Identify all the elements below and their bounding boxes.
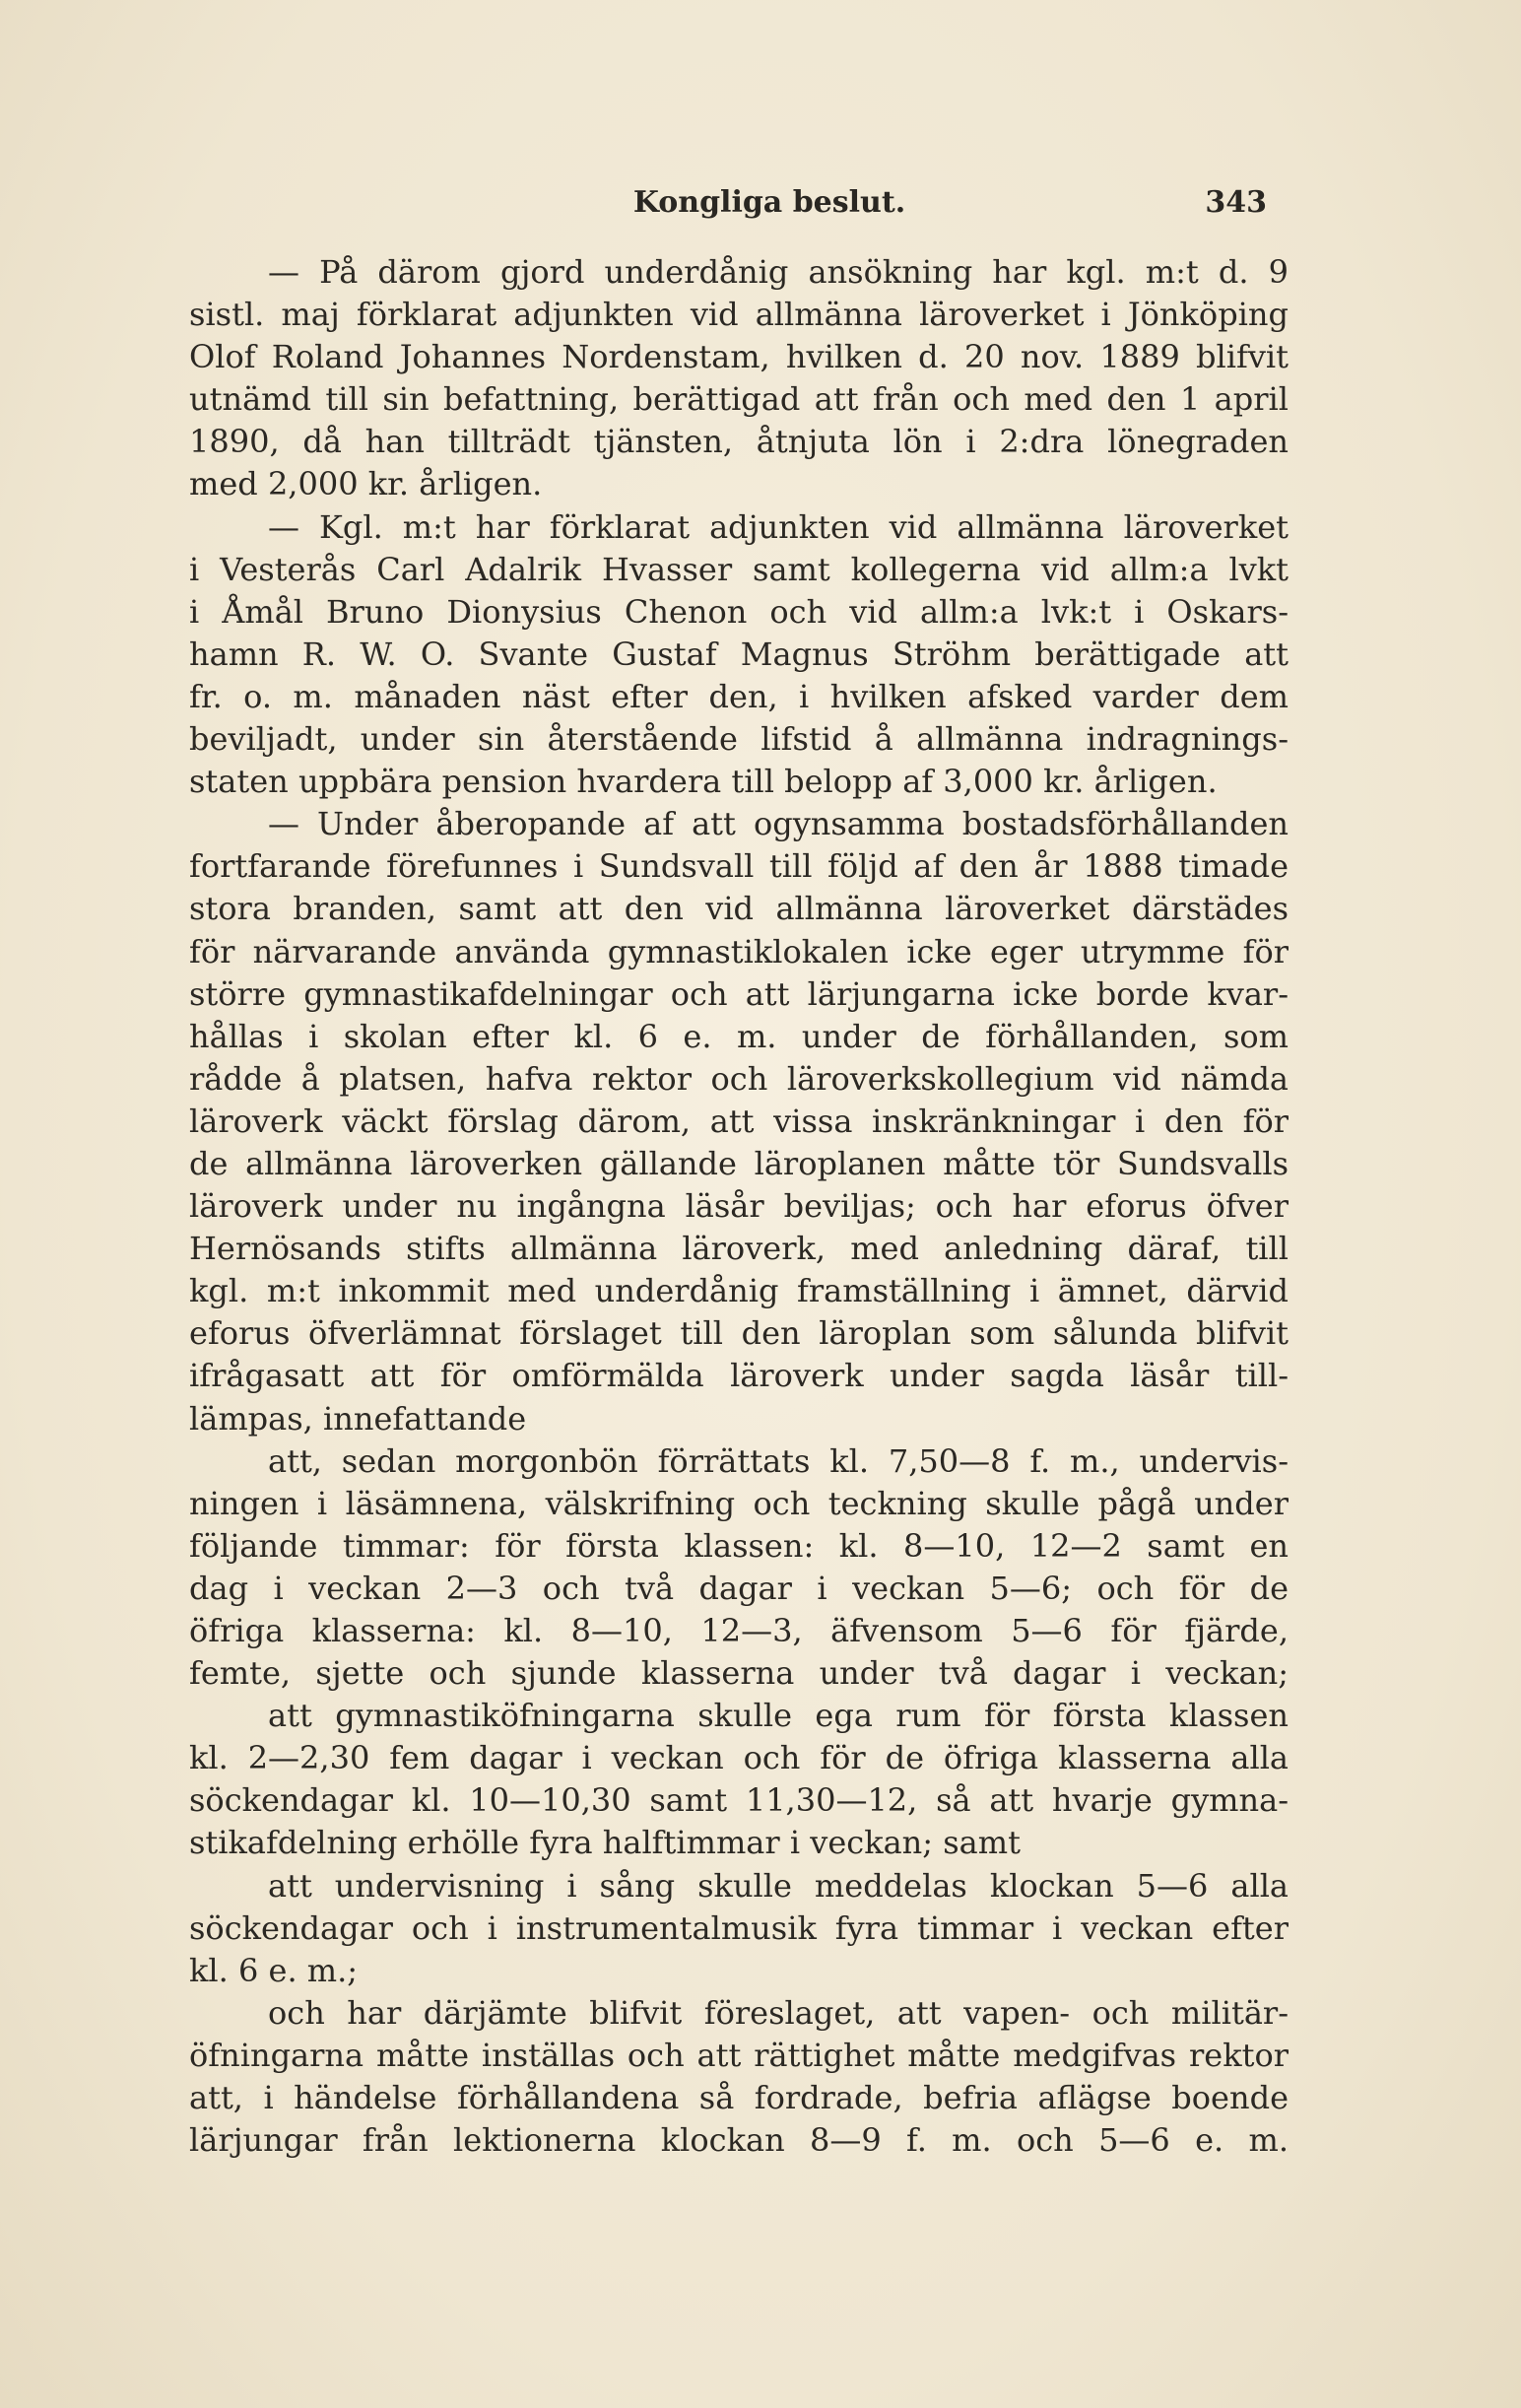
text-line: eforus öfverlämnat förslaget till den läroplan som sålunda blifvit — [189, 1314, 1289, 1353]
text-line: med 2,000 kr. årligen. — [189, 465, 543, 503]
text-line: dag i veckan 2—3 och två dagar i veckan 5—6; och för de — [189, 1569, 1289, 1607]
text-line: söckendagar och i instrumentalmusik fyra timmar i veckan efter — [189, 1908, 1289, 1947]
text-line: — Under åberopande af att ogynsamma bostadsförhållanden — [268, 805, 1289, 843]
text-line: femte, sjette och sjunde klasserna under två dagar i veckan; — [189, 1654, 1289, 1693]
text-line: fr. o. m. månaden näst efter den, i hvilken afsked varder dem — [189, 677, 1289, 715]
text-line: de allmänna läroverken gällande läroplanen måtte tör Sundsvalls — [189, 1144, 1289, 1182]
text-line: ningen i läsämnena, välskrifning och teckning skulle pågå under — [189, 1484, 1289, 1522]
page-header — [272, 185, 1267, 234]
text-line: att, sedan morgonbön förrättats kl. 7,50—8 f. m., undervis- — [268, 1441, 1289, 1480]
text-line: att gymnastiköfningarna skulle ega rum för första klassen — [268, 1697, 1289, 1735]
text-line: stora branden, samt att den vid allmänna läroverket därstädes — [189, 890, 1289, 928]
text-line: kl. 2—2,30 fem dagar i veckan och för de öfriga klasserna alla — [189, 1739, 1289, 1777]
text-line: — På därom gjord underdånig ansökning har kgl. m:t d. 9 — [268, 253, 1289, 291]
text-line: kgl. m:t inkommit med underdånig framställning i ämnet, därvid — [189, 1272, 1289, 1310]
paragraph-lesson-hours — [189, 1440, 1289, 1696]
text-line: hållas i skolan efter kl. 6 e. m. under de förhållanden, som — [189, 1017, 1289, 1055]
text-line: öfriga klasserna: kl. 8—10, 12—3, äfvensom 5—6 för fjärde, — [189, 1612, 1289, 1649]
text-line: och har därjämte blifvit föreslaget, att vapen- och militär- — [268, 1993, 1289, 2032]
text-line: att, i händelse förhållandena så fordrade, befria aflägse boende — [189, 2079, 1289, 2117]
text-line: söckendagar kl. 10—10,30 samt 11,30—12, så att hvarje gymna- — [189, 1781, 1289, 1820]
paragraph-pensions — [189, 506, 1289, 804]
paragraph-jonkoping-adjunkt — [189, 251, 1289, 506]
text-line: större gymnastikafdelningar och att lärjungarna icke borde kvar- — [189, 974, 1289, 1013]
text-line: hamn R. W. O. Svante Gustaf Magnus Ströhm berättigade att — [189, 635, 1289, 673]
text-line: fortfarande förefunnes i Sundsvall till följd af den år 1888 timade — [189, 847, 1289, 886]
body-text — [189, 251, 1289, 2162]
text-line: i Åmål Bruno Dionysius Chenon och vid allm:a lvk:t i Oskars- — [189, 592, 1289, 631]
text-line: sistl. maj förklarat adjunkten vid allmänna läroverket i Jönköping — [189, 296, 1289, 334]
text-line: beviljadt, under sin återstående lifstid å allmänna indragnings- — [189, 720, 1289, 759]
text-line: rådde å platsen, hafva rektor och läroverkskollegium vid nämda — [189, 1059, 1289, 1098]
text-line: kl. 6 e. m.; — [189, 1951, 359, 1989]
page-number: 343 — [1205, 185, 1267, 220]
text-line: Hernösands stifts allmänna läroverk, med anledning däraf, till — [189, 1230, 1289, 1268]
paragraph-singing — [189, 1865, 1289, 1992]
text-line: 1890, då han tillträdt tjänsten, åtnjuta lön i 2:dra lönegraden — [189, 423, 1289, 461]
text-line: att undervisning i sång skulle meddelas klockan 5—6 alla — [268, 1866, 1289, 1905]
text-line: ifrågasatt att för omförmälda läroverk under sagda läsår till- — [189, 1357, 1289, 1395]
paragraph-sundsvall — [189, 803, 1289, 1439]
text-line: utnämd till sin befattning, berättigad att från och med den 1 april — [189, 380, 1289, 419]
text-line: Olof Roland Johannes Nordenstam, hvilken d. 20 nov. 1889 blifvit — [189, 338, 1289, 376]
text-line: läroverk under nu ingångna läsår beviljas; och har eforus öfver — [189, 1187, 1289, 1226]
text-line: staten uppbära pension hvardera till belopp af 3,000 kr. årligen. — [189, 763, 1218, 801]
text-line: läroverk väckt förslag därom, att vissa inskränkningar i den för — [189, 1102, 1289, 1140]
text-line: följande timmar: för första klassen: kl. 8—10, 12—2 samt en — [189, 1526, 1289, 1565]
text-line: stikafdelning erhölle fyra halftimmar i veckan; samt — [189, 1824, 1021, 1862]
paragraph-gymnastics — [189, 1695, 1289, 1864]
text-line: för närvarande använda gymnastiklokalen icke eger utrymme för — [189, 932, 1289, 970]
running-title: Kongliga beslut. — [632, 185, 906, 220]
text-line: lämpas, innefattande — [189, 1399, 527, 1438]
text-line: lärjungar från lektionerna klockan 8—9 f. m. och 5—6 e. m. — [189, 2121, 1289, 2160]
text-line: — Kgl. m:t har förklarat adjunkten vid allmänna läroverket — [268, 507, 1289, 546]
text-line: öfningarna måtte inställas och att rättighet måtte medgifvas rektor — [189, 2036, 1289, 2074]
text-line: i Vesterås Carl Adalrik Hvasser samt kollegerna vid allm:a lvkt — [189, 550, 1289, 588]
paragraph-military-exercises — [189, 1992, 1289, 2162]
